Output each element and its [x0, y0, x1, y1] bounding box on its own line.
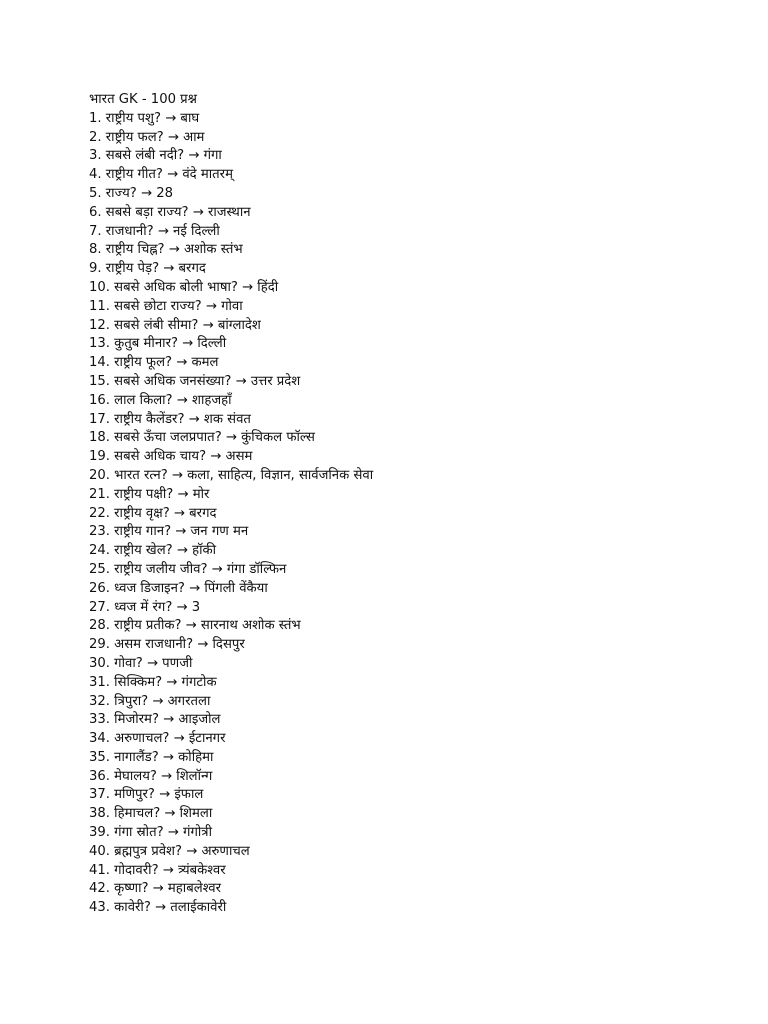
question-item: 13. कुतुब मीनार? → दिल्ली [89, 336, 227, 352]
question-item: 22. राष्ट्रीय वृक्ष? → बरगद [89, 505, 217, 521]
question-item: 5. राज्य? → 28 [89, 185, 173, 201]
question-item: 41. गोदावरी? → त्र्यंबकेश्वर [89, 862, 226, 878]
question-item: 6. सबसे बड़ा राज्य? → राजस्थान [89, 204, 251, 220]
question-item: 30. गोवा? → पणजी [89, 655, 193, 671]
question-item: 3. सबसे लंबी नदी? → गंगा [89, 148, 222, 164]
document-title: भारत GK - 100 प्रश्न [89, 92, 197, 107]
question-item: 14. राष्ट्रीय फूल? → कमल [89, 355, 219, 371]
question-item: 9. राष्ट्रीय पेड़? → बरगद [89, 261, 206, 277]
question-item: 31. सिक्किम? → गंगटोक [89, 674, 217, 690]
question-item: 16. लाल किला? → शाहजहाँ [89, 392, 232, 408]
question-item: 12. सबसे लंबी सीमा? → बांग्लादेश [89, 317, 261, 333]
question-item: 40. ब्रह्मपुत्र प्रवेश? → अरुणाचल [89, 843, 250, 859]
question-item: 37. मणिपुर? → इंफाल [89, 787, 204, 803]
question-item: 28. राष्ट्रीय प्रतीक? → सारनाथ अशोक स्तंभ [89, 618, 301, 634]
question-item: 35. नागालैंड? → कोहिमा [89, 749, 214, 765]
question-item: 10. सबसे अधिक बोली भाषा? → हिंदी [89, 279, 279, 295]
question-item: 38. हिमाचल? → शिमला [89, 806, 213, 822]
question-item: 21. राष्ट्रीय पक्षी? → मोर [89, 486, 210, 502]
question-item: 29. असम राजधानी? → दिसपुर [89, 637, 245, 653]
question-item: 1. राष्ट्रीय पशु? → बाघ [89, 110, 200, 126]
question-item: 11. सबसे छोटा राज्य? → गोवा [89, 298, 243, 314]
question-item: 34. अरुणाचल? → ईटानगर [89, 731, 226, 747]
question-list [89, 110, 749, 918]
question-item: 7. राजधानी? → नई दिल्ली [89, 223, 220, 239]
question-item: 32. त्रिपुरा? → अगरतला [89, 693, 211, 709]
question-item: 2. राष्ट्रीय फल? → आम [89, 129, 205, 145]
question-item: 25. राष्ट्रीय जलीय जीव? → गंगा डॉल्फिन [89, 561, 287, 577]
question-item: 18. सबसे ऊँचा जलप्रपात? → कुंचिकल फॉल्स [89, 430, 315, 446]
question-item: 8. राष्ट्रीय चिह्न? → अशोक स्तंभ [89, 242, 243, 258]
question-item: 4. राष्ट्रीय गीत? → वंदे मातरम् [89, 167, 233, 183]
document-body [89, 91, 749, 918]
question-item: 17. राष्ट्रीय कैलेंडर? → शक संवत [89, 411, 251, 427]
question-item: 36. मेघालय? → शिलॉन्ग [89, 768, 213, 784]
question-item: 23. राष्ट्रीय गान? → जन गण मन [89, 524, 249, 540]
question-item: 33. मिजोरम? → आइजोल [89, 712, 221, 728]
question-item: 15. सबसे अधिक जनसंख्या? → उत्तर प्रदेश [89, 373, 301, 389]
question-item: 20. भारत रत्न? → कला, साहित्य, विज्ञान, सार्वजनिक सेवा [89, 467, 374, 483]
question-item: 26. ध्वज डिजाइन? → पिंगली वेंकैया [89, 580, 268, 596]
question-item: 24. राष्ट्रीय खेल? → हॉकी [89, 543, 217, 559]
question-item: 43. कावेरी? → तलाईकावेरी [89, 900, 227, 916]
question-item: 42. कृष्णा? → महाबलेश्वर [89, 881, 222, 897]
question-item: 39. गंगा स्रोत? → गंगोत्री [89, 825, 212, 841]
question-item: 27. ध्वज में रंग? → 3 [89, 599, 201, 615]
question-item: 19. सबसे अधिक चाय? → असम [89, 449, 253, 465]
